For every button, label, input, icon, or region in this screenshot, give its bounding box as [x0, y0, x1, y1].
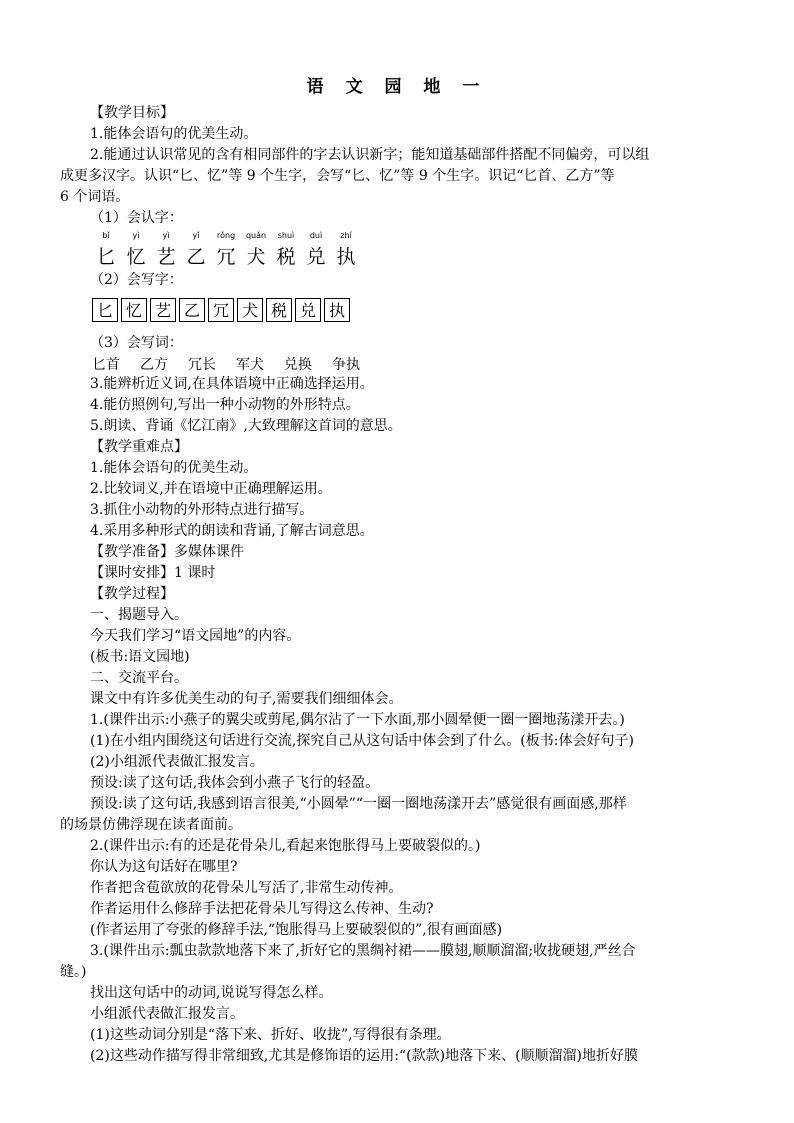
char: 犬	[246, 246, 266, 268]
word: 军犬	[236, 357, 264, 373]
text-line: 3.(课件出示:瓢虫款款地落下来了,折好它的黑绸衬裙——膜翅,顺顺溜溜;收拢硬翅,严丝合	[90, 943, 636, 959]
subheading-write: （2）会写字：	[90, 272, 183, 288]
char: 冗	[216, 246, 236, 268]
word: 冗长	[188, 357, 216, 373]
text-line: 一、揭题导入。	[90, 607, 188, 623]
text-line: 课文中有许多优美生动的句子,需要我们细细体会。	[90, 691, 403, 707]
pinyin: yì	[162, 231, 170, 240]
char-box: 忆	[121, 298, 147, 322]
text-line: 作者运用什么修辞手法把花骨朵儿写得这么传神、生动?	[90, 901, 434, 917]
char-box: 匕	[92, 298, 118, 322]
text-line: 你认为这句话好在哪里?	[90, 859, 238, 875]
char: 兑	[306, 246, 326, 268]
char: 执	[336, 246, 356, 268]
text-line: 4.采用多种形式的朗读和背诵,了解古词意思。	[90, 523, 374, 539]
pinyin: quǎn	[245, 231, 267, 240]
char-box: 乙	[179, 298, 205, 322]
word: 兑换	[284, 357, 312, 373]
pinyin: zhí	[340, 231, 352, 240]
heading-process: 【教学过程】	[90, 586, 174, 602]
word: 匕首	[92, 357, 120, 373]
text-line: (1)这些动词分别是“落下来、折好、收拢”,写得很有条理。	[90, 1027, 451, 1043]
text-line: 4.能仿照例句,写出一种小动物的外形特点。	[90, 397, 360, 413]
subheading-words: （3）会写词：	[90, 335, 183, 351]
word: 争执	[332, 357, 360, 373]
words-row	[92, 354, 380, 374]
char-box: 税	[266, 298, 292, 322]
text-line: (1)在小组内围绕这句话进行交流,探究自己从这句话中体会到了什么。(板书:体会好句子)	[90, 733, 634, 749]
text-line: (2)这些动作描写得非常细致,尤其是修饰语的运用:“(款款)地落下来、(顺顺溜溜)地折好膜	[90, 1048, 639, 1064]
text-line: 作者把含苞欲放的花骨朵儿写活了,非常生动传神。	[90, 880, 403, 896]
text-line: 3.抓住小动物的外形特点进行描写。	[90, 502, 314, 518]
text-line: 3.能辨析近义词,在具体语境中正确选择运用。	[90, 376, 374, 392]
pinyin: duì	[309, 231, 323, 240]
text-line: (板书:语文园地)	[90, 649, 190, 665]
page-title: 语 文 园 地 一	[306, 77, 488, 97]
text-line: 的场景仿佛浮现在读者面前。	[60, 817, 242, 833]
text-line: (作者运用了夸张的修辞手法,“饱胀得马上要破裂似的”,很有画面感)	[90, 922, 503, 938]
heading-schedule: 【课时安排】1 课时	[90, 565, 216, 581]
text-line: 找出这句话中的动词,说说写得怎么样。	[90, 985, 333, 1001]
text-line: 预设:读了这句话,我感到语言很美,“小圆晕”“一圈一圈地荡漾开去”感觉很有画面感,那样	[90, 796, 627, 812]
text-line: 今天我们学习“语文园地”的内容。	[90, 628, 301, 644]
text-line: 预设:读了这句话,我体会到小燕子飞行的轻盈。	[90, 775, 380, 791]
text-line: 小组派代表做汇报发言。	[90, 1006, 244, 1022]
text-line: 2.能通过认识常见的含有相同部件的字去认识新字；能知道基础部件搭配不同偏旁，可以组	[90, 147, 650, 163]
char: 税	[276, 246, 296, 268]
text-line: 二、交流平台。	[90, 670, 188, 686]
pinyin: yǐ	[192, 231, 200, 240]
text-line: 1.能体会语句的优美生动。	[90, 126, 258, 142]
text-line: 2.(课件出示:有的还是花骨朵儿,看起来饱胀得马上要破裂似的。)	[90, 838, 481, 854]
char: 艺	[156, 246, 176, 268]
heading-key-points: 【教学重难点】	[90, 439, 188, 455]
heading-preparation: 【教学准备】多媒体课件	[90, 544, 244, 560]
char-box: 艺	[150, 298, 176, 322]
char-box: 执	[324, 298, 350, 322]
pinyin: bǐ	[102, 231, 110, 240]
char-box: 犬	[237, 298, 263, 322]
pinyin: rǒng	[216, 231, 236, 240]
text-line: 6 个词语。	[60, 189, 130, 205]
pinyin: yì	[132, 231, 140, 240]
text-line: 5.朗读、背诵《忆江南》,大致理解这首词的意思。	[90, 418, 402, 434]
text-line: 1.能体会语句的优美生动。	[90, 460, 258, 476]
text-line: 缝。)	[60, 964, 87, 980]
text-line: 2.比较词义,并在语境中正确理解运用。	[90, 481, 332, 497]
char-box: 兑	[295, 298, 321, 322]
word: 乙方	[140, 357, 168, 373]
text-line: (2)小组派代表做汇报发言。	[90, 754, 264, 770]
char: 匕	[96, 246, 116, 268]
text-line: 成更多汉字。认识“匕、忆”等 9 个生字，会写“匕、忆”等 9 个生字。识记“匕首、乙方”等	[60, 168, 615, 184]
char: 忆	[126, 246, 146, 268]
text-line: 1.(课件出示:小燕子的翼尖或剪尾,偶尔沾了一下水面,那小圆晕便一圈一圈地荡漾开去。)	[90, 712, 625, 728]
subheading-recognize: （1）会认字：	[90, 210, 183, 226]
char: 乙	[186, 246, 206, 268]
char-box: 冗	[208, 298, 234, 322]
heading-goals: 【教学目标】	[90, 105, 174, 121]
pinyin: shuì	[277, 231, 295, 240]
